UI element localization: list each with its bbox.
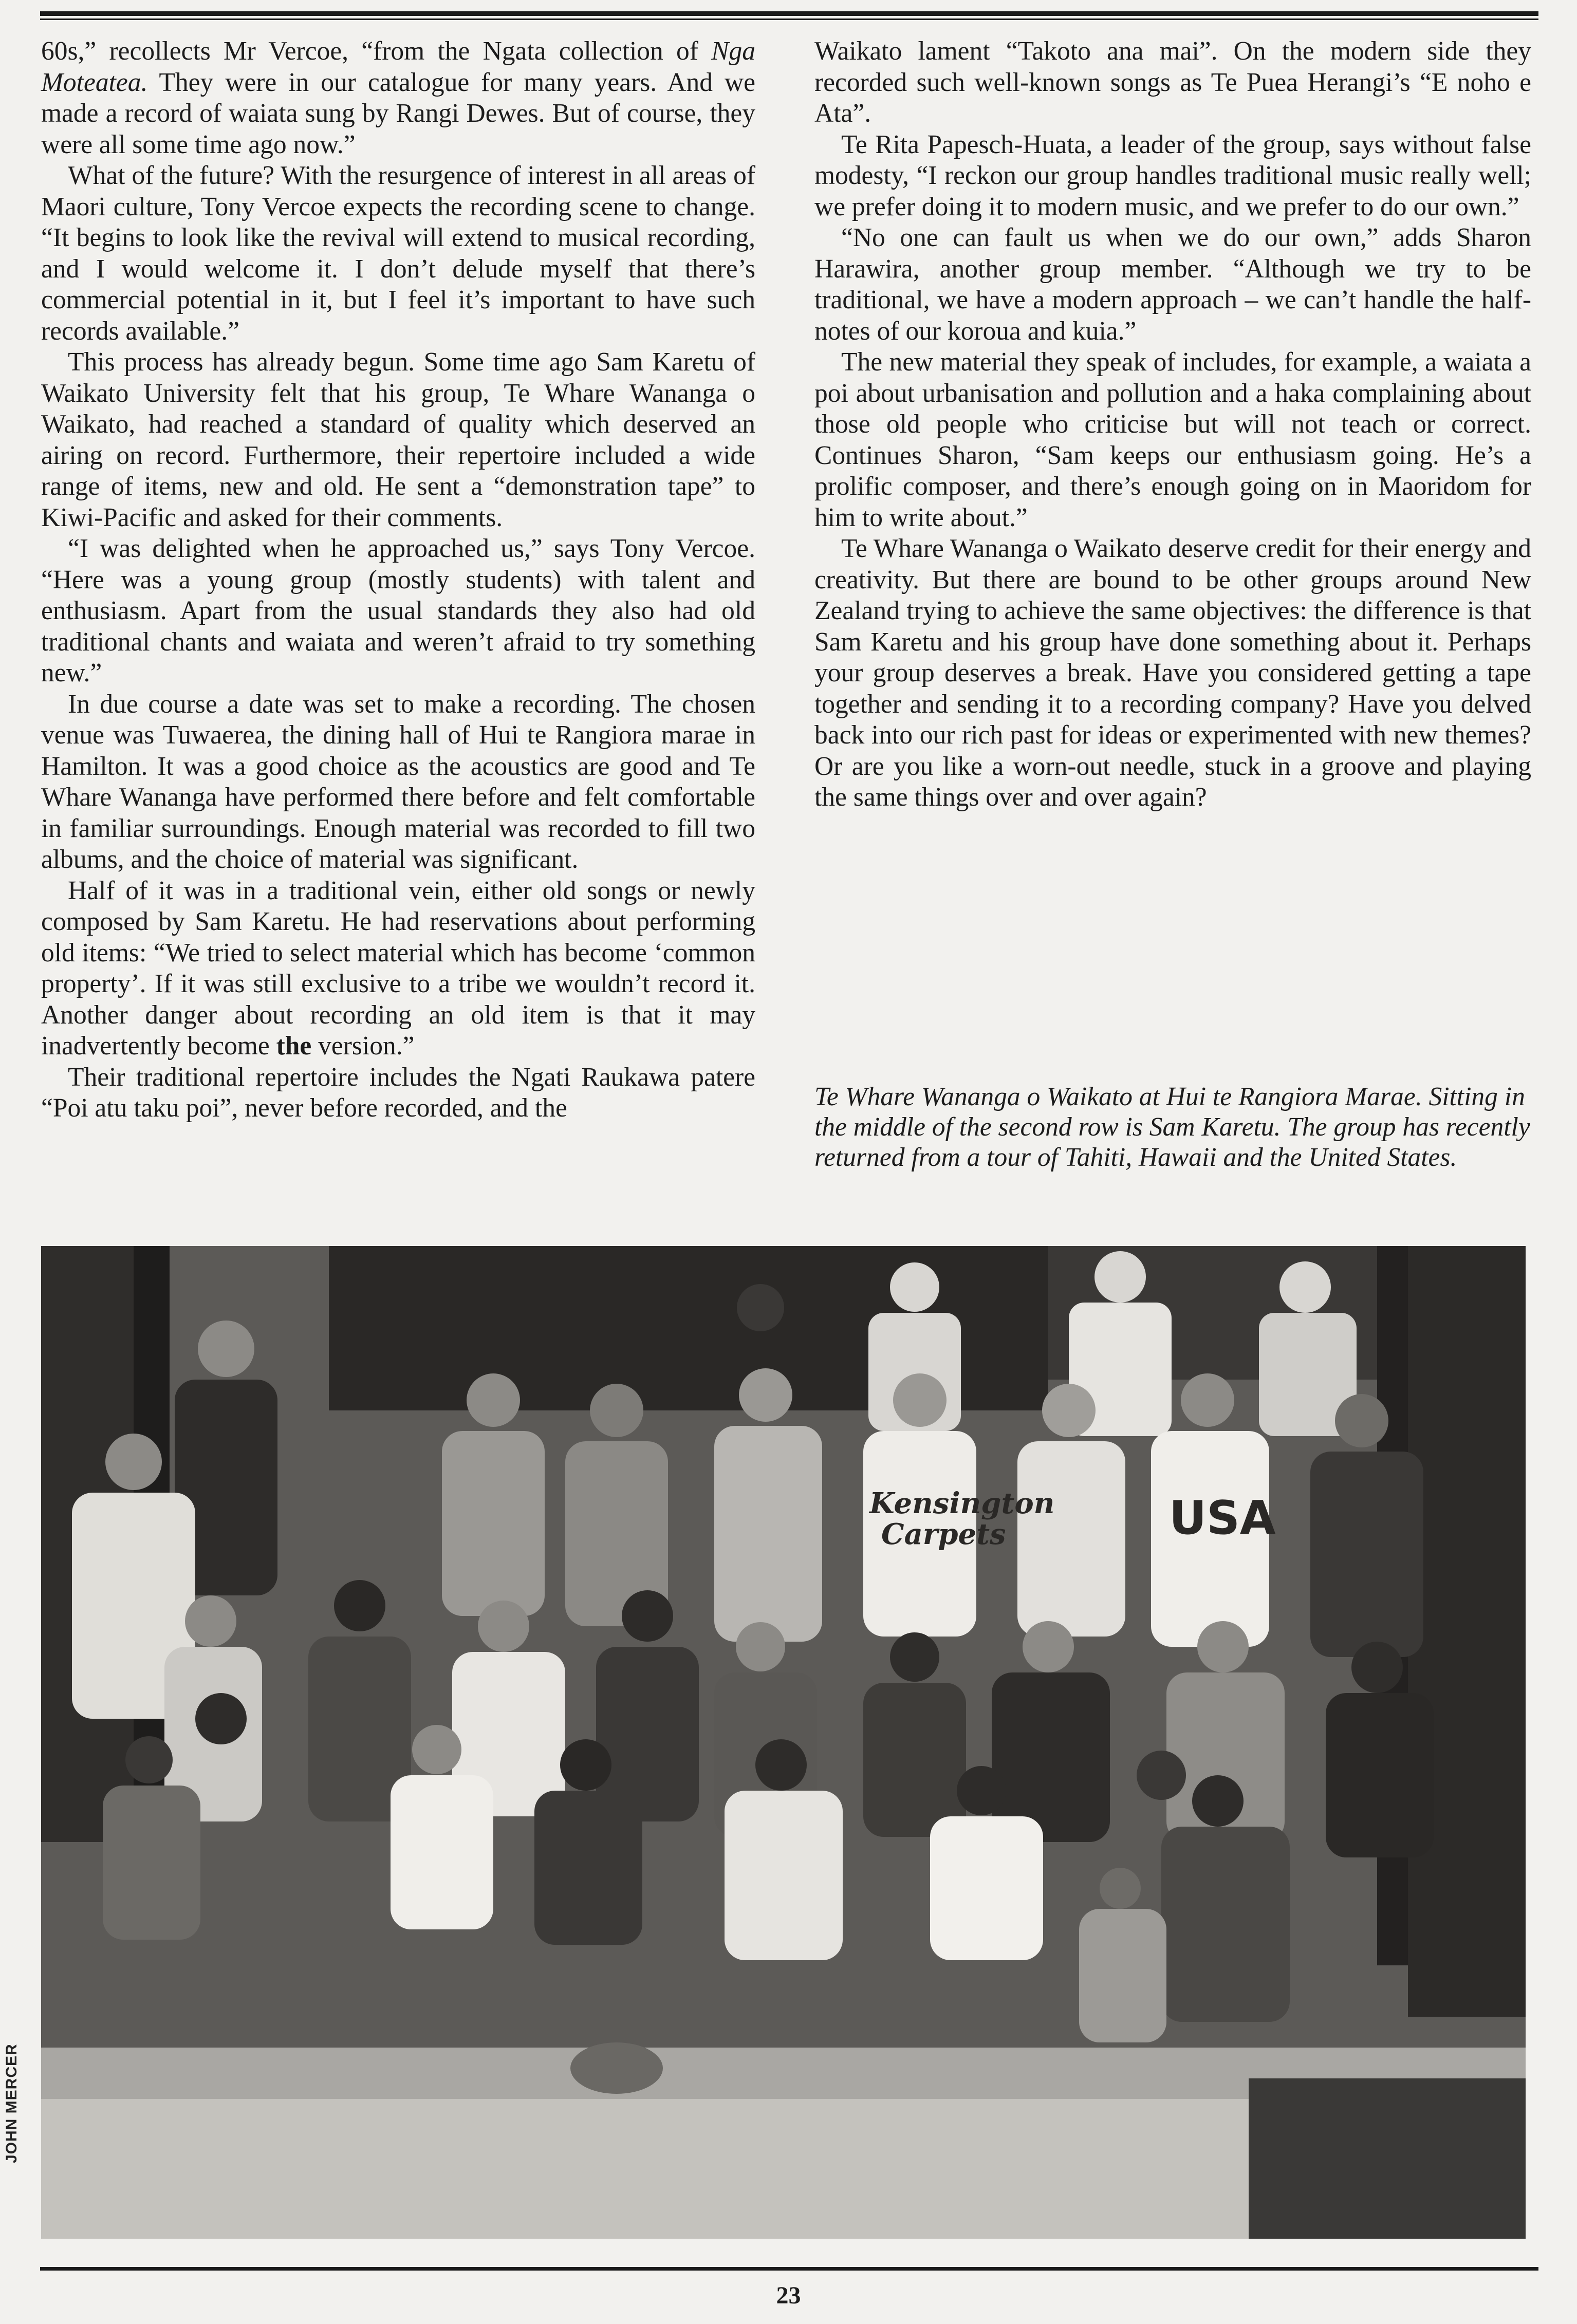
group-photograph [41,1246,1526,2239]
right-text-column [814,36,1531,813]
paragraph: Half of it was in a traditional vein, either old songs or newly composed by Sam Karetu. He had reservations about performing old items: “We tried to select material which has become ‘common property’. If it was still exclusive to a tribe we wouldn’t record it. Another danger about recording an old item is that it may inadvertently become the version.” [41,876,755,1061]
bottom-rule [40,2267,1538,2271]
group-photo-illustration [41,1246,1526,2239]
top-rule [40,11,1538,16]
paragraph: Te Rita Papesch-Huata, a leader of the group, says without false modesty, “I reckon our group handles traditional music really well; we prefer doing it to modern music, and we prefer to do our own.” [814,129,1531,221]
top-rule-thin [40,18,1538,20]
paragraph: The new material they speak of includes, for example, a waiata a poi about urbanisation and pollution and a haka complaining about those old people who criticise but will not teach or correct. Continues Sharon, “Sam keeps our enthusiasm going. He’s a prolific composer, and there’s enough going on in Maoridom for him to write about.” [814,347,1531,532]
paragraph: Waikato lament “Takoto ana mai”. On the modern side they recorded such well-known songs as Te Puea Herangi’s “E noho e Ata”. [814,36,1531,128]
paragraph: 60s,” recollects Mr Vercoe, “from the Ngata collection of Nga Moteatea. They were in our catalogue for many years. And we made a record of waiata sung by Rangi Dewes. But of course, they were all some time ago now.” [41,36,755,159]
paragraph: Te Whare Wananga o Waikato deserve credit for their energy and creativity. But there are bound to be other groups around New Zealand trying to achieve the same objectives: the difference is that Sam Karetu and his group have done something about it. Perhaps your group deserves a break. Have you considered getting a tape together and sending it to a recording company? Have you delved back into our rich past for ideas or experimented with new themes? Or are you like a worn-out needle, stuck in a groove and playing the same things over and over again? [814,534,1531,812]
left-text-column [41,36,755,1124]
paragraph: “I was delighted when he approached us,” says Tony Vercoe. “Here was a young group (mostly students) with talent and enthusiasm. Apart from the usual standards they also had old traditional chants and waiata and weren’t afraid to try something new.” [41,534,755,687]
paragraph: “No one can fault us when we do our own,” adds Sharon Harawira, another group member. “Although we try to be traditional, we have a modern approach – we can’t handle the half-notes of our koroua and kuia.” [814,223,1531,346]
paragraph: What of the future? With the resurgence of interest in all areas of Maori culture, Tony Vercoe expects the recording scene to change. “It begins to look like the revival will extend to musical recording, and I would welcome it. I don’t delude myself that there’s commercial potential in it, but I feel it’s important to have such records available.” [41,161,755,346]
photo-credit: JOHN MERCER [3,2043,20,2163]
paragraph: Their traditional repertoire includes the Ngati Raukawa patere “Poi atu taku poi”, never before recorded, and the [41,1062,755,1123]
paragraph: In due course a date was set to make a recording. The chosen venue was Tuwaerea, the dining hall of Hui te Rangiora marae in Hamilton. It was a good choice as the acoustics are good and Te Whare Wananga have performed there before and felt comfortable in familiar surroundings. Enough material was recorded to fill two albums, and the choice of material was significant. [41,689,755,874]
shirt-print-usa: USA [1169,1491,1276,1545]
page-number: 23 [776,2282,801,2309]
shirt-print-carpets: Carpets [881,1517,1006,1551]
paragraph: This process has already begun. Some time ago Sam Karetu of Waikato University felt that his group, Te Whare Wananga o Waikato, had reached a standard of quality which deserved an airing on record. Furthermore, their repertoire included a wide range of items, new and old. He sent a “demonstration tape” to Kiwi-Pacific and asked for their comments. [41,347,755,532]
photo-caption: Te Whare Wananga o Waikato at Hui te Rangiora Marae. Sitting in the middle of the second row is Sam Karetu. The group has recently returned from a tour of Tahiti, Hawaii and the United States. [814,1082,1530,1172]
shirt-print-kensington: Kensington [869,1486,1055,1520]
